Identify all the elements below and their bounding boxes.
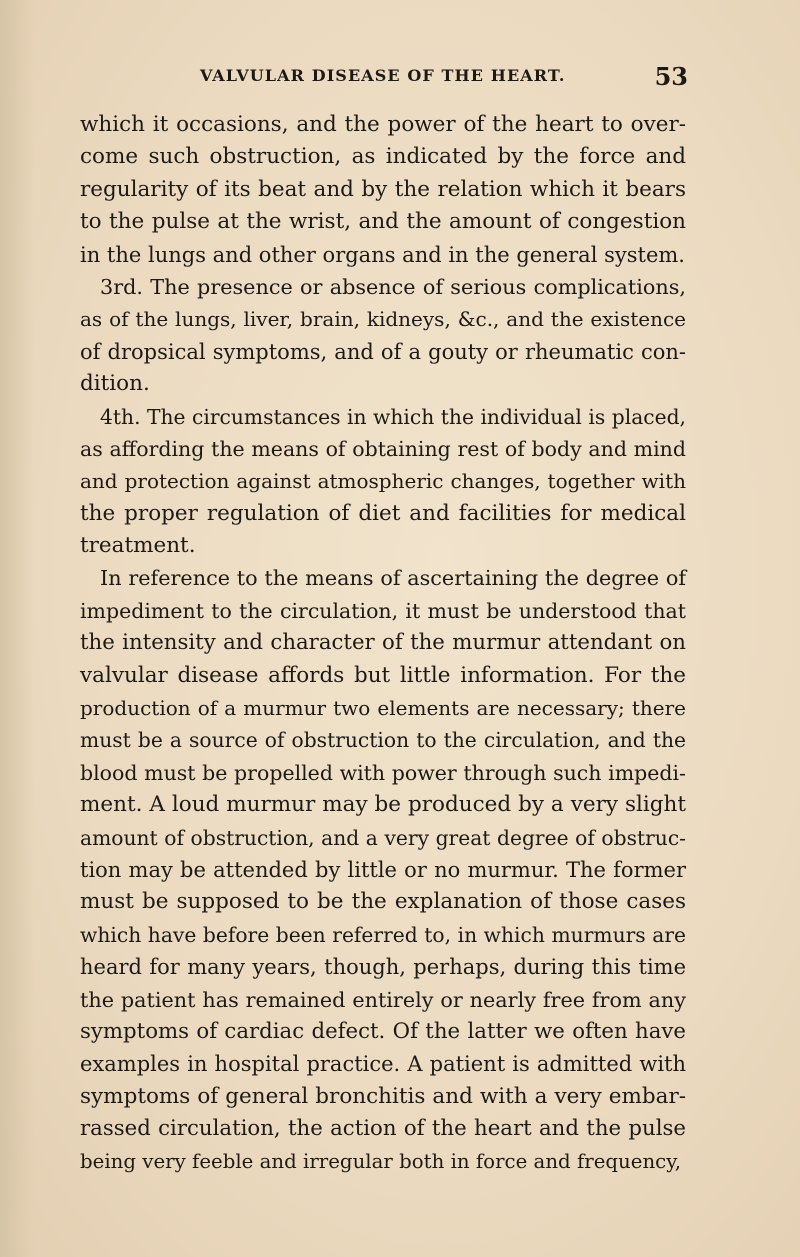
text-line: which have before been referred to, in which murmurs are (80, 922, 686, 947)
text-line: production of a murmur two elements are necessary; there (80, 696, 686, 721)
body-text (80, 109, 686, 1178)
text-line: In reference to the means of ascertaining the degree of (100, 566, 686, 591)
text-line: must be a source of obstruction to the circulation, and the (80, 728, 686, 753)
text-line: heard for many years, though, perhaps, during this time (80, 955, 686, 980)
text-line: as of the lungs, liver, brain, kidneys, &c., and the existence (80, 307, 686, 332)
running-head (200, 62, 688, 92)
text-line: of dropsical symptoms, and of a gouty or rheumatic con- (80, 339, 686, 364)
running-head-title: VALVULAR DISEASE OF THE HEART. (200, 66, 566, 85)
text-line: impediment to the circulation, it must be understood that (80, 598, 686, 623)
text-line: in the lungs and other organs and in the general system. (80, 242, 685, 267)
text-line: the proper regulation of diet and facilities for medical (80, 500, 686, 526)
text-line: as affording the means of obtaining rest of body and mind (80, 436, 686, 461)
text-line: valvular disease affords but little information. For the (80, 662, 686, 688)
text-line: 4th. The circumstances in which the individual is placed, (100, 404, 686, 429)
text-line: symptoms of general bronchitis and with a very embar- (80, 1083, 686, 1109)
text-line: dition. (80, 371, 150, 397)
text-line: and protection against atmospheric changes, together with (80, 469, 686, 494)
text-line: 3rd. The presence or absence of serious complications, (100, 274, 686, 299)
text-line: must be supposed to be the explanation of those cases (80, 889, 686, 915)
text-line: come such obstruction, as indicated by the force and (80, 144, 686, 170)
text-line: to the pulse at the wrist, and the amount of congestion (80, 209, 686, 235)
text-line: the intensity and character of the murmur attendant on (80, 630, 686, 656)
text-line: blood must be propelled with power through such impedi- (80, 760, 686, 785)
text-line: which it occasions, and the power of the heart to over- (80, 112, 686, 137)
text-line: the patient has remained entirely or nearly free from any (80, 987, 686, 1012)
text-line: amount of obstruction, and a very great degree of obstruc- (80, 825, 686, 850)
text-line: examples in hospital practice. A patient is admitted with (80, 1052, 686, 1077)
text-line: being very feeble and irregular both in force and frequency, (80, 1149, 682, 1173)
text-line: rassed circulation, the action of the heart and the pulse (80, 1116, 686, 1142)
text-line: regularity of its beat and by the relation which it bears (80, 176, 686, 202)
page-number: 53 (654, 62, 688, 91)
gutter-shadow (0, 0, 34, 1257)
text-line: tion may be attended by little or no murmur. The former (80, 857, 686, 882)
text-line: symptoms of cardiac defect. Of the latter we often have (80, 1018, 686, 1044)
text-line: treatment. (80, 533, 196, 559)
text-line: ment. A loud murmur may be produced by a very slight (80, 792, 686, 818)
